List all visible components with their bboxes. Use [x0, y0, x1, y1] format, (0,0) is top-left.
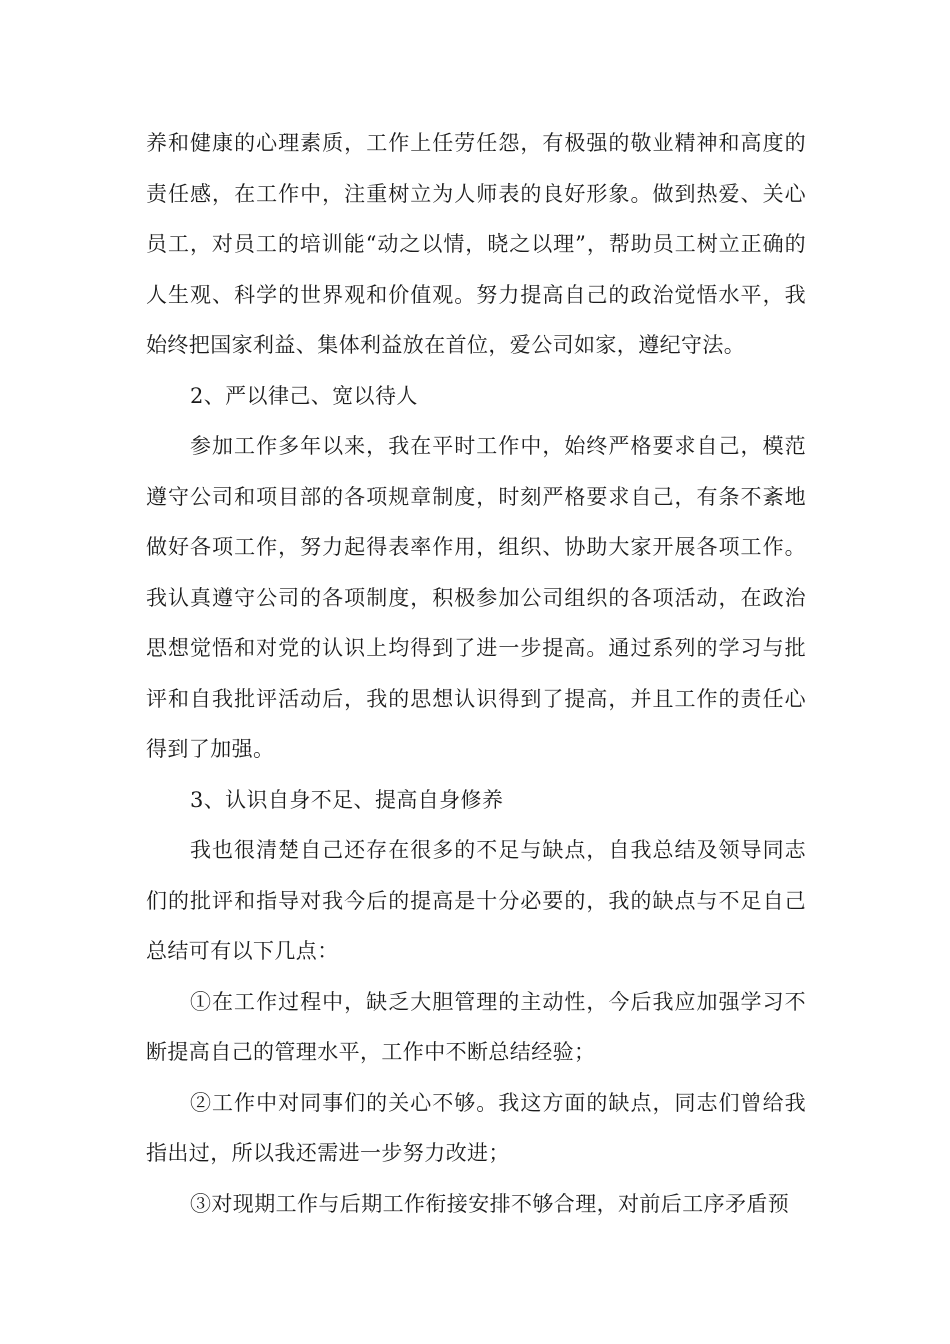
list-item-1: ①在工作过程中，缺乏大胆管理的主动性，今后我应加强学习不断提高自己的管理水平，工作中不断总结经验； — [146, 989, 806, 1064]
list-item-3: ③对现期工作与后期工作衔接安排不够合理，对前后工序矛盾预 — [190, 1191, 790, 1216]
paragraph-shortcomings: 我也很清楚自己还存在很多的不足与缺点，自我总结及领导同志们的批评和指导对我今后的提高是十分必要的，我的缺点与不足自己总结可有以下几点： — [146, 838, 806, 963]
section-heading-3: 3、认识自身不足、提高自身修养 — [190, 787, 504, 812]
paragraph-self-discipline: 参加工作多年以来，我在平时工作中，始终严格要求自己，模范遵守公司和项目部的各项规章制度，时刻严格要求自己，有条不紊地做好各项工作，努力起得表率作用，组织、协助大家开展各项工作。我认真遵守公司的各项制度，积极参加公司组织的各项活动，在政治思想觉悟和对党的认识上均得到了进一步提高。通过系列的学习与批评和自我批评活动后，我的思想认识得到了提高，并且工作的责任心得到了加强。 — [146, 434, 806, 761]
paragraph-intro-continued: 养和健康的心理素质，工作上任劳任怨，有极强的敬业精神和高度的责任感，在工作中，注重树立为人师表的良好形象。做到热爱、关心员工，对员工的培训能“动之以情，晓之以理”，帮助员工树立正确的人生观、科学的世界观和价值观。努力提高自己的政治觉悟水平，我始终把国家利益、集体利益放在首位，爱公司如家，遵纪守法。 — [146, 131, 806, 357]
document-body — [146, 118, 806, 1229]
list-item-2: ②工作中对同事们的关心不够。我这方面的缺点，同志们曾给我指出过，所以我还需进一步努力改进； — [146, 1090, 806, 1165]
section-heading-2: 2、严以律己、宽以待人 — [190, 383, 418, 408]
